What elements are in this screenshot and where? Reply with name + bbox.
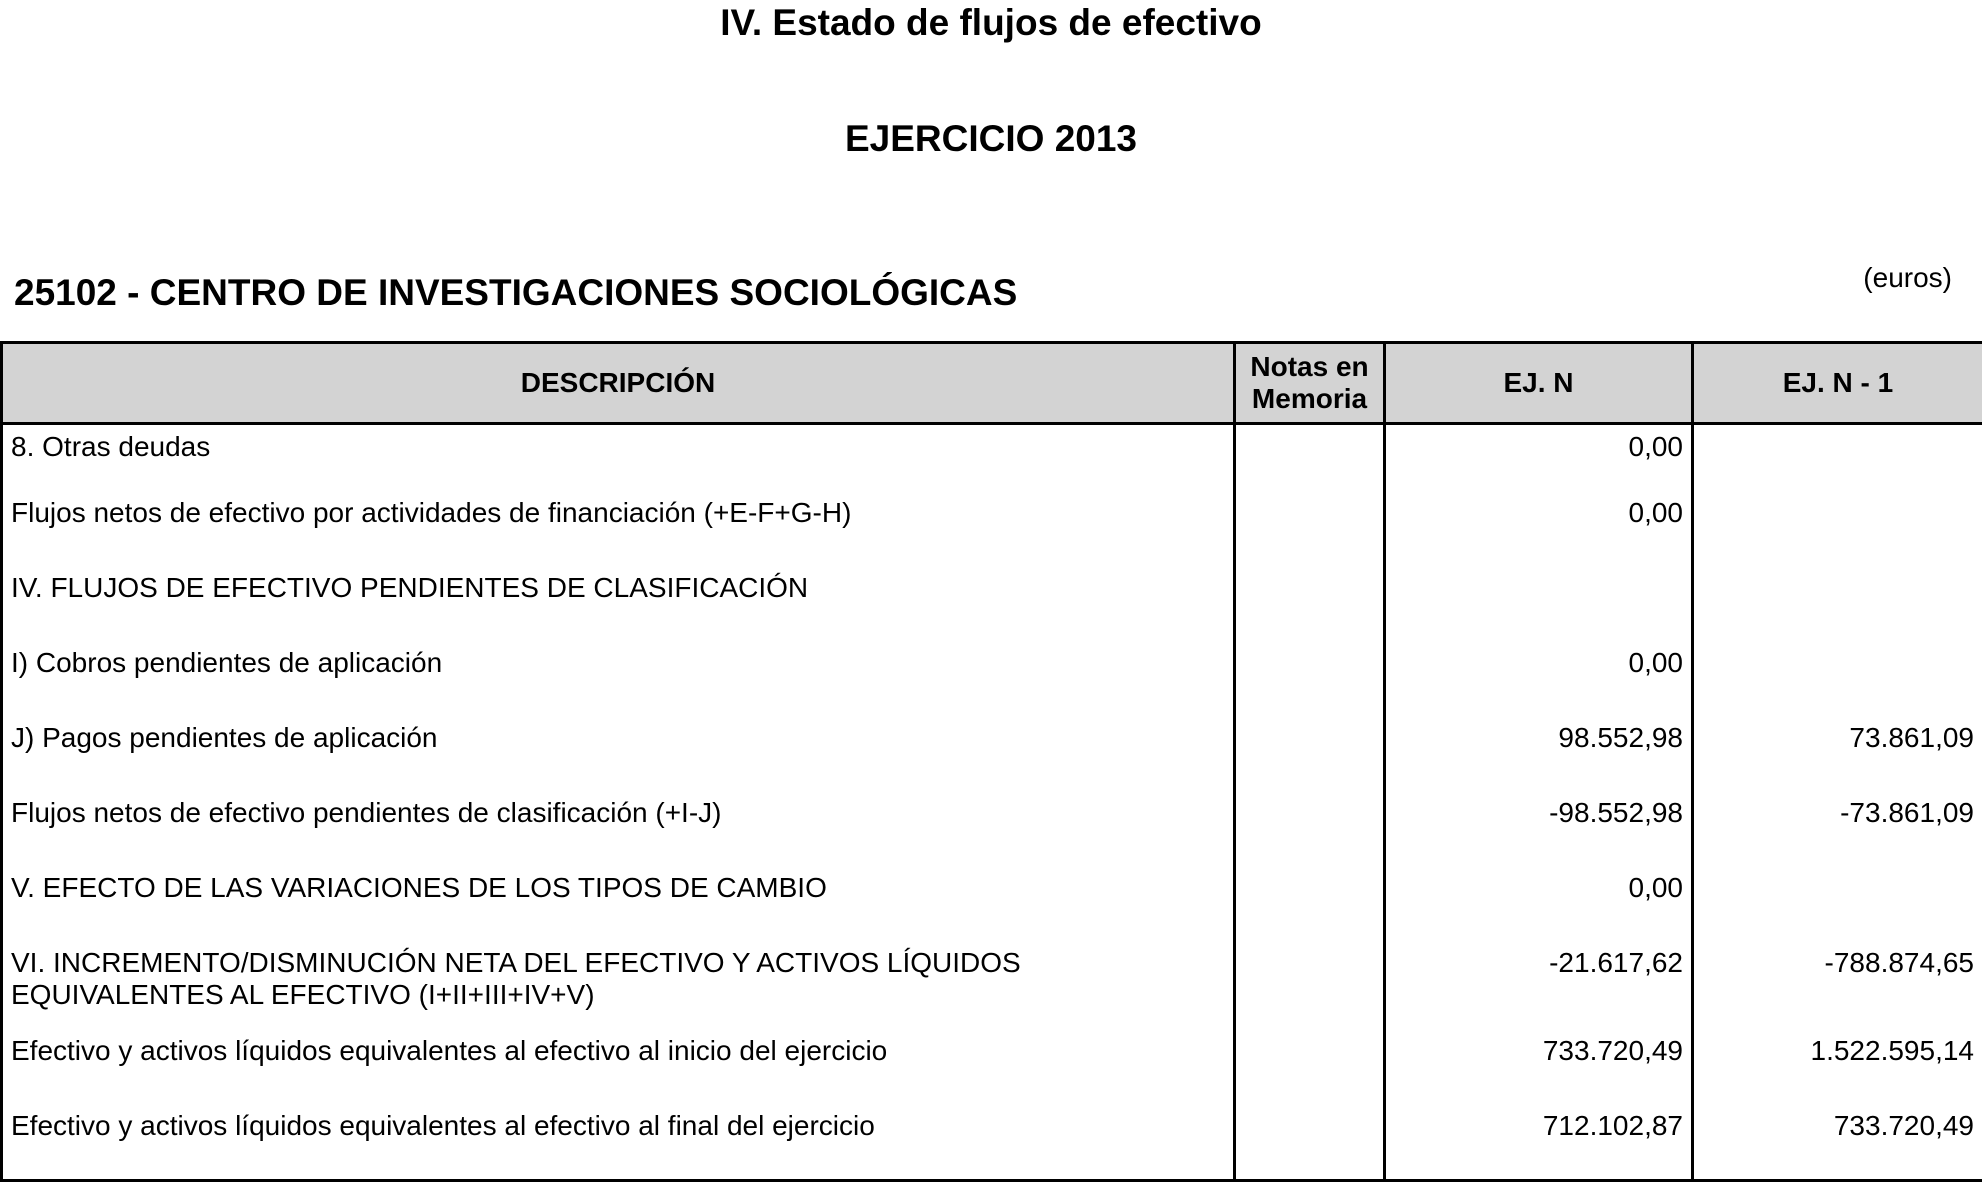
row-notas (1235, 641, 1385, 716)
row-notas (1235, 424, 1385, 492)
row-notas (1235, 791, 1385, 866)
row-description: Flujos netos de efectivo por actividades de financiación (+E-F+G-H) (2, 491, 1235, 566)
column-header-ej-n: EJ. N (1385, 343, 1693, 424)
currency-unit: (euros) (1863, 262, 1952, 294)
column-header-descripcion: DESCRIPCIÓN (2, 343, 1235, 424)
row-ej-n: 98.552,98 (1385, 716, 1693, 791)
row-description: IV. FLUJOS DE EFECTIVO PENDIENTES DE CLASIFICACIÓN (2, 566, 1235, 641)
table-row (2, 424, 1982, 492)
row-ej-n1: 1.522.595,14 (1693, 1029, 1982, 1104)
row-notas (1235, 491, 1385, 566)
row-description: Efectivo y activos líquidos equivalentes al efectivo al final del ejercicio (2, 1104, 1235, 1181)
row-ej-n: 0,00 (1385, 866, 1693, 941)
row-description: Flujos netos de efectivo pendientes de clasificación (+I-J) (2, 791, 1235, 866)
row-ej-n (1385, 566, 1693, 641)
row-notas (1235, 716, 1385, 791)
row-notas (1235, 866, 1385, 941)
row-description: V. EFECTO DE LAS VARIACIONES DE LOS TIPOS DE CAMBIO (2, 866, 1235, 941)
table-row (2, 716, 1982, 791)
row-ej-n1 (1693, 566, 1982, 641)
row-ej-n: 0,00 (1385, 424, 1693, 492)
table-row (2, 566, 1982, 641)
table-row (2, 641, 1982, 716)
table-row (2, 866, 1982, 941)
row-ej-n1: -788.874,65 (1693, 941, 1982, 1029)
column-header-ej-n1: EJ. N - 1 (1693, 343, 1982, 424)
row-ej-n: -21.617,62 (1385, 941, 1693, 1029)
row-notas (1235, 1104, 1385, 1181)
row-description: I) Cobros pendientes de aplicación (2, 641, 1235, 716)
column-header-notas-line2: Memoria (1252, 383, 1367, 414)
table-row (2, 1029, 1982, 1104)
column-header-notas-line1: Notas en (1250, 351, 1368, 382)
fiscal-year-title: EJERCICIO 2013 (0, 118, 1982, 160)
column-header-notas (1235, 343, 1385, 424)
row-notas (1235, 941, 1385, 1029)
row-description-line2: EQUIVALENTES AL EFECTIVO (I+II+III+IV+V) (11, 979, 595, 1010)
row-ej-n1: -73.861,09 (1693, 791, 1982, 866)
row-ej-n: 0,00 (1385, 491, 1693, 566)
row-ej-n: -98.552,98 (1385, 791, 1693, 866)
row-ej-n1: 73.861,09 (1693, 716, 1982, 791)
row-ej-n1: 733.720,49 (1693, 1104, 1982, 1181)
table-row (2, 1104, 1982, 1181)
row-ej-n: 733.720,49 (1385, 1029, 1693, 1104)
row-notas (1235, 1029, 1385, 1104)
page-title: IV. Estado de flujos de efectivo (0, 2, 1982, 44)
table-row (2, 491, 1982, 566)
row-description-line1: VI. INCREMENTO/DISMINUCIÓN NETA DEL EFECTIVO Y ACTIVOS LÍQUIDOS (11, 947, 1021, 978)
row-ej-n1 (1693, 866, 1982, 941)
row-ej-n1 (1693, 641, 1982, 716)
table-row (2, 941, 1982, 1029)
row-ej-n: 0,00 (1385, 641, 1693, 716)
row-ej-n: 712.102,87 (1385, 1104, 1693, 1181)
table-header-row (2, 343, 1982, 424)
row-description: 8. Otras deudas (2, 424, 1235, 492)
row-ej-n1 (1693, 424, 1982, 492)
row-description: Efectivo y activos líquidos equivalentes al efectivo al inicio del ejercicio (2, 1029, 1235, 1104)
entity-title: 25102 - CENTRO DE INVESTIGACIONES SOCIOLÓGICAS (14, 272, 1017, 314)
row-description: J) Pagos pendientes de aplicación (2, 716, 1235, 791)
row-description (2, 941, 1235, 1029)
table-row (2, 791, 1982, 866)
row-ej-n1 (1693, 491, 1982, 566)
row-notas (1235, 566, 1385, 641)
cash-flow-table (0, 341, 1982, 1182)
